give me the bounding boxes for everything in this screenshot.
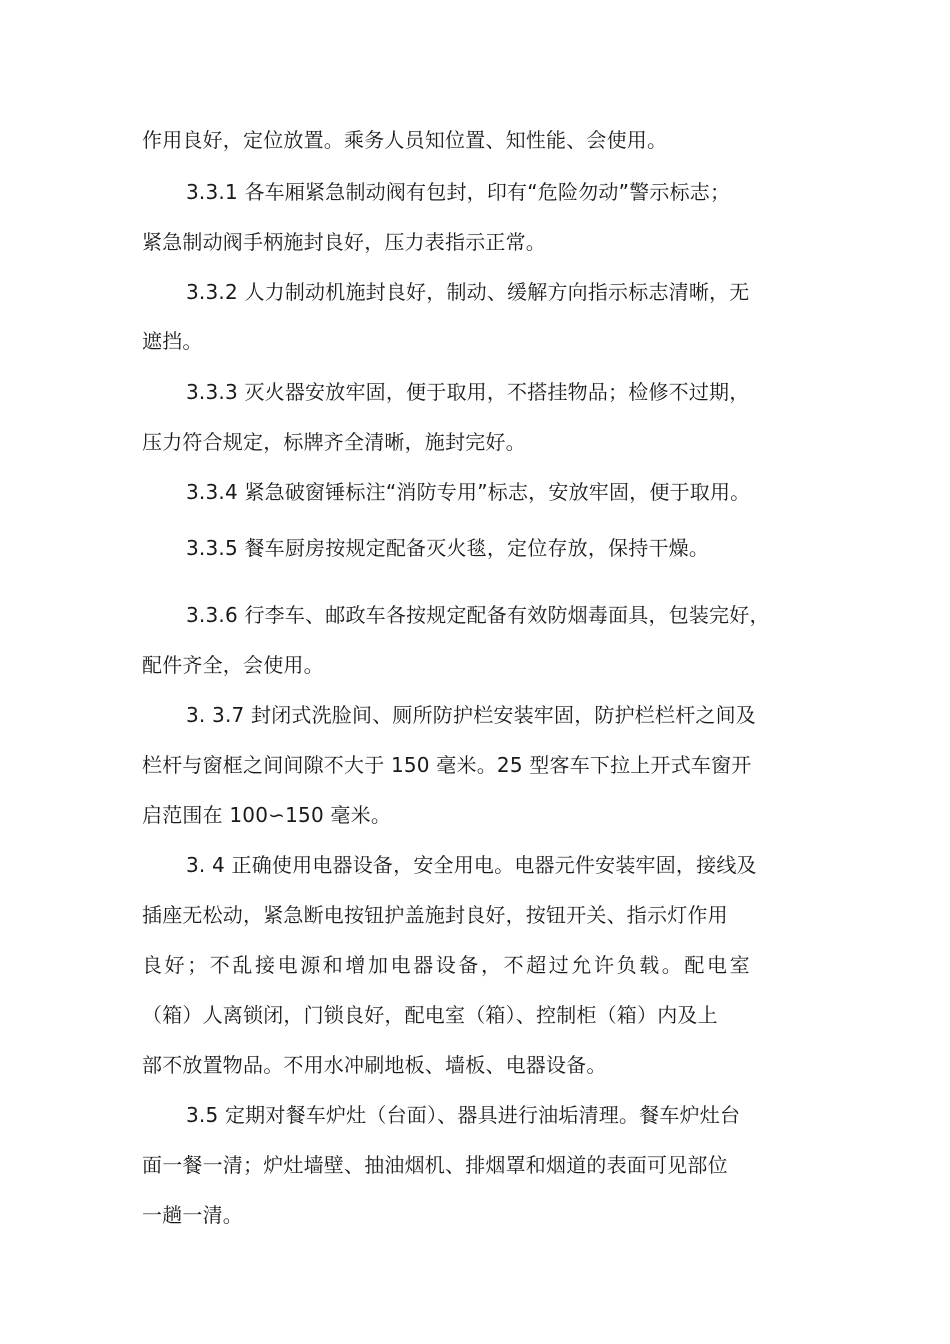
text-line: 紧急制动阀手柄施封良好，压力表指示正常。 [142,230,546,254]
text-line: 配件齐全，会使用。 [142,653,324,677]
text-line: 一趟一清。 [142,1203,243,1227]
text-line: 3.3.5 餐车厨房按规定配备灭火毯，定位存放，保持干燥。 [186,536,710,560]
text-line: 部不放置物品。不用水冲刷地板、墙板、电器设备。 [142,1053,607,1077]
text-line: 栏杆与窗框之间间隙不大于 150 毫米。25 型客车下拉上开式车窗开 [142,753,752,777]
text-line: 作用良好，定位放置。乘务人员知位置、知性能、会使用。 [142,128,668,152]
text-line: 3.3.3 灭火器安放牢固，便于取用，不搭挂物品；检修不过期， [186,380,750,404]
text-line: 面一餐一清；炉灶墙壁、抽油烟机、排烟罩和烟道的表面可见部位 [142,1153,728,1177]
text-line: 压力符合规定，标牌齐全清晰，施封完好。 [142,430,526,454]
text-line: 启范围在 100∽150 毫米。 [142,803,392,827]
text-line: （箱）人离锁闭，门锁良好，配电室（箱）、控制柜（箱）内及上 [142,1003,718,1027]
text-line: 3. 4 正确使用电器设备，安全用电。电器元件安装牢固，接线及 [186,853,757,877]
text-line: 3.5 定期对餐车炉灶（台面）、器具进行油垢清理。餐车炉灶台 [186,1103,741,1127]
text-line: 良好；不乱接电源和增加电器设备，不超过允许负载。配电室 [142,953,753,977]
text-line: 插座无松动，紧急断电按钮护盖施封良好，按钮开关、指示灯作用 [142,903,728,927]
text-line: 3.3.2 人力制动机施封良好，制动、缓解方向指示标志清晰，无 [186,280,750,304]
text-line: 3. 3.7 封闭式洗脸间、厕所防护栏安装牢固，防护栏栏杆之间及 [186,703,757,727]
text-line: 3.3.4 紧急破窗锤标注“消防专用”标志，安放牢固，便于取用。 [186,480,751,504]
text-line: 3.3.1 各车厢紧急制动阀有包封，印有“危险勿动”警示标志； [186,180,731,204]
text-line: 3.3.6 行李车、邮政车各按规定配备有效防烟毒面具，包装完好， [186,603,770,627]
text-line: 遮挡。 [142,329,203,353]
